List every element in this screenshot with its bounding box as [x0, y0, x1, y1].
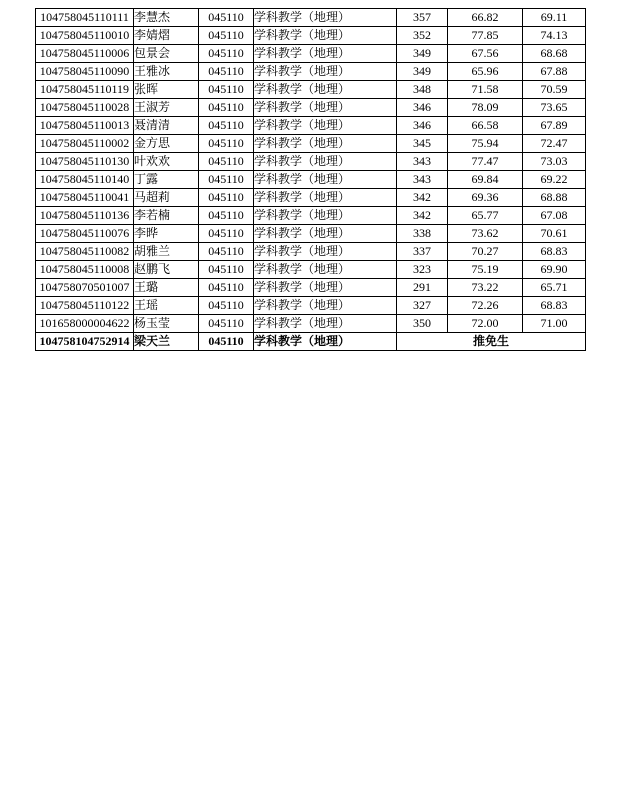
major-name-cell: 学科教学（地理）	[254, 63, 397, 81]
score2-cell: 66.58	[448, 117, 523, 135]
major-name-cell: 学科教学（地理）	[254, 279, 397, 297]
score1-cell: 345	[397, 135, 448, 153]
candidate-id-cell: 104758045110006	[36, 45, 134, 63]
major-name-cell: 学科教学（地理）	[254, 225, 397, 243]
score2-cell: 70.27	[448, 243, 523, 261]
candidate-id-cell: 101658000004622	[36, 315, 134, 333]
major-name-cell: 学科教学（地理）	[254, 261, 397, 279]
table-row	[36, 297, 586, 315]
candidate-id-cell: 104758045110082	[36, 243, 134, 261]
score3-cell: 69.22	[523, 171, 586, 189]
candidate-id-cell: 104758045110010	[36, 27, 134, 45]
table-row	[36, 27, 586, 45]
major-name-cell: 学科教学（地理）	[254, 333, 397, 351]
table-row	[36, 153, 586, 171]
table-row	[36, 81, 586, 99]
candidate-id-cell: 104758045110028	[36, 99, 134, 117]
candidate-id-cell: 104758070501007	[36, 279, 134, 297]
major-code-cell: 045110	[199, 135, 254, 153]
major-code-cell: 045110	[199, 63, 254, 81]
candidate-name-cell: 李晔	[134, 225, 199, 243]
candidate-id-cell: 104758045110119	[36, 81, 134, 99]
score2-cell: 69.84	[448, 171, 523, 189]
score1-cell: 343	[397, 153, 448, 171]
score3-cell: 70.61	[523, 225, 586, 243]
candidate-id-cell: 104758045110013	[36, 117, 134, 135]
candidate-id-cell: 104758045110041	[36, 189, 134, 207]
table-row	[36, 135, 586, 153]
exempt-status-cell: 推免生	[397, 333, 586, 351]
candidate-name-cell: 叶欢欢	[134, 153, 199, 171]
major-name-cell: 学科教学（地理）	[254, 9, 397, 27]
major-code-cell: 045110	[199, 333, 254, 351]
candidate-name-cell: 李慧杰	[134, 9, 199, 27]
score2-cell: 71.58	[448, 81, 523, 99]
score3-cell: 68.83	[523, 243, 586, 261]
major-name-cell: 学科教学（地理）	[254, 315, 397, 333]
score2-cell: 75.19	[448, 261, 523, 279]
table-row	[36, 225, 586, 243]
major-code-cell: 045110	[199, 27, 254, 45]
major-code-cell: 045110	[199, 9, 254, 27]
score3-cell: 68.83	[523, 297, 586, 315]
major-name-cell: 学科教学（地理）	[254, 243, 397, 261]
score3-cell: 68.68	[523, 45, 586, 63]
major-code-cell: 045110	[199, 189, 254, 207]
candidate-id-cell: 104758045110140	[36, 171, 134, 189]
major-code-cell: 045110	[199, 243, 254, 261]
major-name-cell: 学科教学（地理）	[254, 171, 397, 189]
score3-cell: 69.90	[523, 261, 586, 279]
candidate-id-cell: 104758045110090	[36, 63, 134, 81]
candidate-id-cell: 104758104752914	[36, 333, 134, 351]
candidate-name-cell: 王璐	[134, 279, 199, 297]
score1-cell: 346	[397, 99, 448, 117]
major-code-cell: 045110	[199, 117, 254, 135]
score1-cell: 291	[397, 279, 448, 297]
score2-cell: 77.85	[448, 27, 523, 45]
major-code-cell: 045110	[199, 297, 254, 315]
candidate-id-cell: 104758045110136	[36, 207, 134, 225]
major-code-cell: 045110	[199, 225, 254, 243]
score3-cell: 67.08	[523, 207, 586, 225]
score1-cell: 349	[397, 63, 448, 81]
candidate-name-cell: 王淑芳	[134, 99, 199, 117]
score2-cell: 72.00	[448, 315, 523, 333]
major-code-cell: 045110	[199, 279, 254, 297]
major-name-cell: 学科教学（地理）	[254, 117, 397, 135]
candidate-name-cell: 金方思	[134, 135, 199, 153]
major-code-cell: 045110	[199, 315, 254, 333]
table-row	[36, 117, 586, 135]
major-name-cell: 学科教学（地理）	[254, 27, 397, 45]
score1-cell: 338	[397, 225, 448, 243]
score3-cell: 74.13	[523, 27, 586, 45]
score1-cell: 342	[397, 207, 448, 225]
score2-cell: 73.62	[448, 225, 523, 243]
table-row	[36, 171, 586, 189]
major-name-cell: 学科教学（地理）	[254, 207, 397, 225]
candidate-name-cell: 李若楠	[134, 207, 199, 225]
major-code-cell: 045110	[199, 81, 254, 99]
score3-cell: 68.88	[523, 189, 586, 207]
major-name-cell: 学科教学（地理）	[254, 153, 397, 171]
score2-cell: 77.47	[448, 153, 523, 171]
major-name-cell: 学科教学（地理）	[254, 135, 397, 153]
table-row	[36, 315, 586, 333]
score1-cell: 357	[397, 9, 448, 27]
score1-cell: 349	[397, 45, 448, 63]
candidate-id-cell: 104758045110111	[36, 9, 134, 27]
major-name-cell: 学科教学（地理）	[254, 81, 397, 99]
table-row	[36, 189, 586, 207]
candidate-name-cell: 马超莉	[134, 189, 199, 207]
score3-cell: 67.89	[523, 117, 586, 135]
score2-cell: 72.26	[448, 297, 523, 315]
candidate-name-cell: 丁露	[134, 171, 199, 189]
major-code-cell: 045110	[199, 99, 254, 117]
score1-cell: 343	[397, 171, 448, 189]
score2-cell: 75.94	[448, 135, 523, 153]
major-code-cell: 045110	[199, 45, 254, 63]
major-code-cell: 045110	[199, 153, 254, 171]
score3-cell: 73.03	[523, 153, 586, 171]
score2-cell: 66.82	[448, 9, 523, 27]
major-name-cell: 学科教学（地理）	[254, 189, 397, 207]
score3-cell: 72.47	[523, 135, 586, 153]
score3-cell: 69.11	[523, 9, 586, 27]
major-name-cell: 学科教学（地理）	[254, 99, 397, 117]
score2-cell: 78.09	[448, 99, 523, 117]
table-row	[36, 207, 586, 225]
table-row	[36, 45, 586, 63]
table-row	[36, 279, 586, 297]
candidate-name-cell: 赵鹏飞	[134, 261, 199, 279]
score3-cell: 71.00	[523, 315, 586, 333]
score3-cell: 70.59	[523, 81, 586, 99]
candidate-id-cell: 104758045110008	[36, 261, 134, 279]
score-table-body	[36, 9, 586, 351]
major-name-cell: 学科教学（地理）	[254, 297, 397, 315]
candidate-name-cell: 张晖	[134, 81, 199, 99]
score2-cell: 67.56	[448, 45, 523, 63]
candidate-id-cell: 104758045110122	[36, 297, 134, 315]
score1-cell: 348	[397, 81, 448, 99]
table-row	[36, 243, 586, 261]
score1-cell: 346	[397, 117, 448, 135]
score1-cell: 350	[397, 315, 448, 333]
score3-cell: 73.65	[523, 99, 586, 117]
candidate-name-cell: 王雅冰	[134, 63, 199, 81]
table-row	[36, 99, 586, 117]
candidate-name-cell: 包景会	[134, 45, 199, 63]
candidate-id-cell: 104758045110076	[36, 225, 134, 243]
candidate-name-cell: 李婧熠	[134, 27, 199, 45]
score1-cell: 342	[397, 189, 448, 207]
major-code-cell: 045110	[199, 261, 254, 279]
candidate-id-cell: 104758045110002	[36, 135, 134, 153]
score2-cell: 69.36	[448, 189, 523, 207]
major-code-cell: 045110	[199, 207, 254, 225]
score3-cell: 67.88	[523, 63, 586, 81]
table-row-exempt-student	[36, 333, 586, 351]
admission-score-table	[35, 8, 586, 351]
score1-cell: 327	[397, 297, 448, 315]
major-name-cell: 学科教学（地理）	[254, 45, 397, 63]
table-row	[36, 63, 586, 81]
candidate-name-cell: 梁天兰	[134, 333, 199, 351]
table-row	[36, 9, 586, 27]
candidate-id-cell: 104758045110130	[36, 153, 134, 171]
candidate-name-cell: 王瑶	[134, 297, 199, 315]
score2-cell: 65.96	[448, 63, 523, 81]
candidate-name-cell: 杨玉莹	[134, 315, 199, 333]
major-code-cell: 045110	[199, 171, 254, 189]
score1-cell: 323	[397, 261, 448, 279]
candidate-name-cell: 胡雅兰	[134, 243, 199, 261]
score2-cell: 65.77	[448, 207, 523, 225]
candidate-name-cell: 聂清清	[134, 117, 199, 135]
table-row	[36, 261, 586, 279]
score1-cell: 337	[397, 243, 448, 261]
score3-cell: 65.71	[523, 279, 586, 297]
score2-cell: 73.22	[448, 279, 523, 297]
score1-cell: 352	[397, 27, 448, 45]
